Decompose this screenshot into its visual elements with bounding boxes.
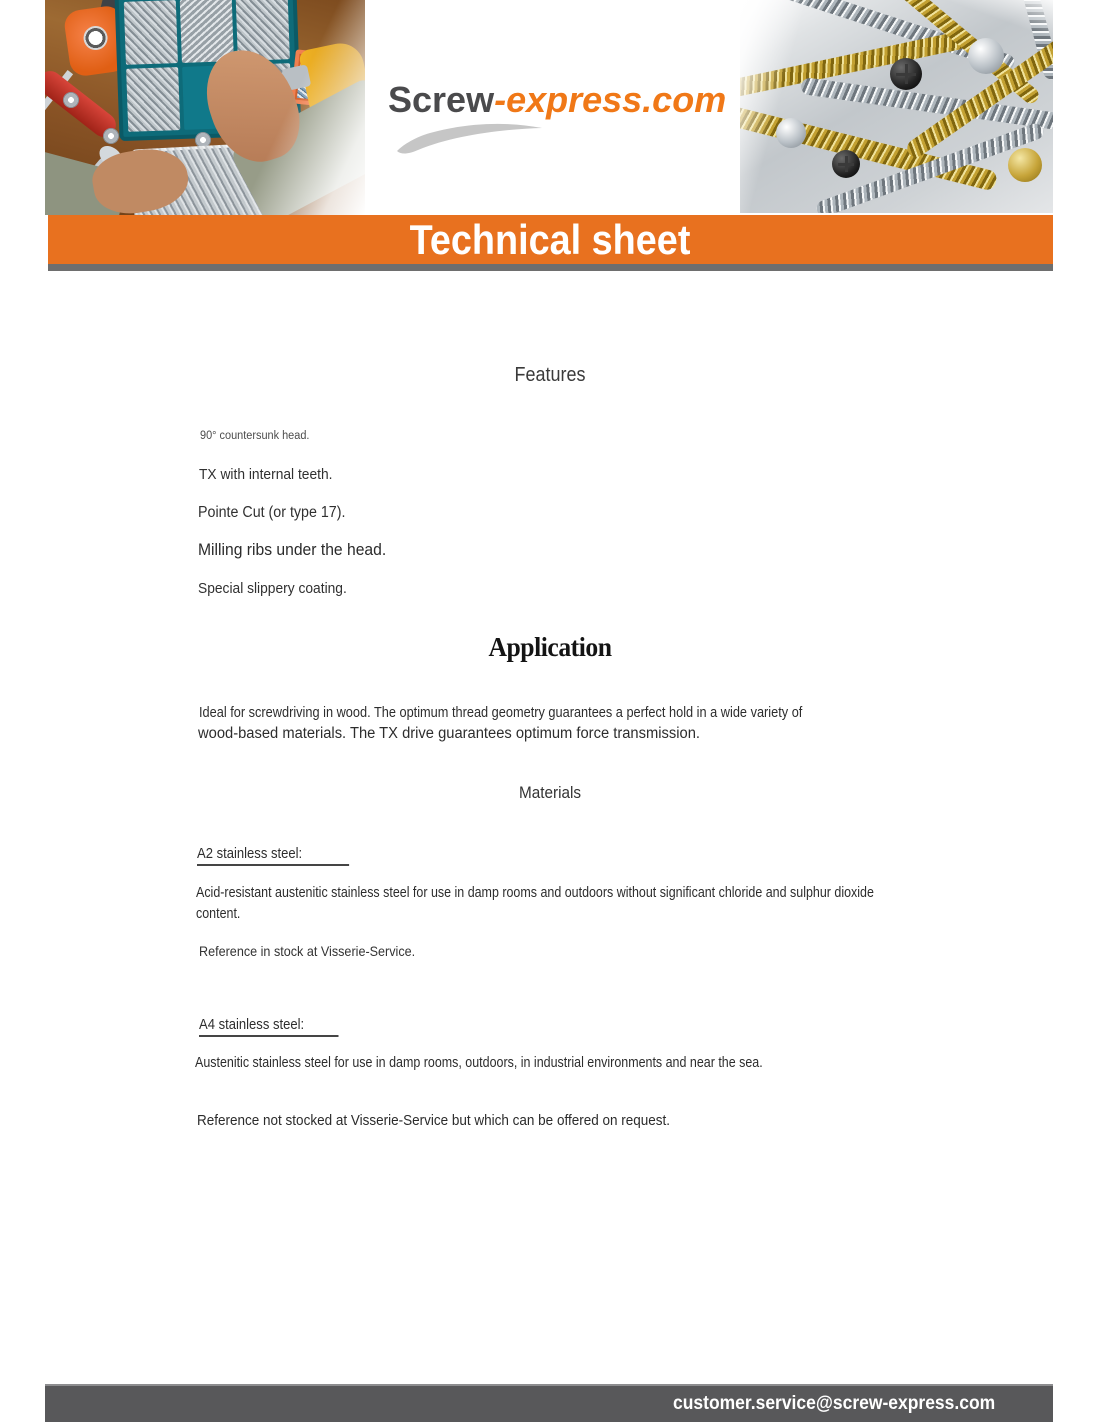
drill-graphic xyxy=(298,39,365,181)
features-heading: Features xyxy=(514,364,586,386)
washer-graphic xyxy=(195,132,211,148)
photo-fade-overlay xyxy=(740,0,1053,213)
tape-measure-graphic xyxy=(63,4,130,77)
feature-item: 90° countersunk head. xyxy=(200,430,310,442)
materials-heading: Materials xyxy=(518,783,582,802)
footer xyxy=(45,1384,1053,1422)
a2-steel-note: Reference in stock at Visserie-Service. xyxy=(199,943,416,959)
sleeve-graphic xyxy=(228,75,365,215)
screw-tray-graphic xyxy=(131,142,273,215)
banner-title: Technical sheet xyxy=(410,215,691,263)
feature-item: Special slippery coating. xyxy=(198,580,347,597)
a2-steel-heading-text: A2 stainless steel: xyxy=(197,846,349,866)
logo-swoosh-icon xyxy=(392,120,547,158)
banner-underline xyxy=(48,264,1053,271)
screwdriver-shaft-graphic xyxy=(45,70,73,120)
application-body-line: wood-based materials. The TX drive guarantees optimum force transmission. xyxy=(198,725,700,742)
logo-text-screw: Screw xyxy=(388,79,495,120)
feature-item: Milling ribs under the head. xyxy=(198,541,387,559)
application-heading: Application xyxy=(488,632,612,662)
screwdriver-handle-graphic xyxy=(45,66,121,142)
hand-graphic xyxy=(88,142,192,215)
title-banner xyxy=(48,215,1053,264)
feature-item: Pointe Cut (or type 17). xyxy=(198,504,346,521)
screw-organizer-graphic xyxy=(114,0,301,141)
washer-graphic xyxy=(103,128,119,144)
a4-steel-heading-text: A4 stainless steel: xyxy=(199,1017,338,1037)
a4-steel-description: Austenitic stainless steel for use in damp rooms, outdoors, in industrial environments and near the sea. xyxy=(195,1055,763,1071)
footer-email: customer.service@screw-express.com xyxy=(672,1393,995,1414)
parts-box-graphic xyxy=(290,49,349,108)
a2-steel-heading xyxy=(197,846,349,862)
hand-graphic xyxy=(194,38,310,174)
logo-text-express: -express.com xyxy=(494,79,727,120)
a2-steel-description: Acid-resistant austenitic stainless steel for use in damp rooms and outdoors without significant chloride and sulphur dioxide content. xyxy=(196,885,874,922)
screws-photo xyxy=(740,0,1053,213)
wrench-graphic xyxy=(54,155,115,215)
washer-graphic xyxy=(63,92,79,108)
feature-item: TX with internal teeth. xyxy=(199,466,333,483)
workbench-photo xyxy=(45,0,365,215)
a4-steel-note: Reference not stocked at Visserie-Service but which can be offered on request. xyxy=(197,1112,671,1129)
sandpaper-graphic xyxy=(87,0,226,90)
a4-steel-heading xyxy=(199,1017,338,1033)
logo xyxy=(388,79,727,120)
sleeve-graphic xyxy=(45,148,130,215)
application-body-line: Ideal for screwdriving in wood. The optimum thread geometry guarantees a perfect hold in a wide variety of xyxy=(199,705,803,721)
